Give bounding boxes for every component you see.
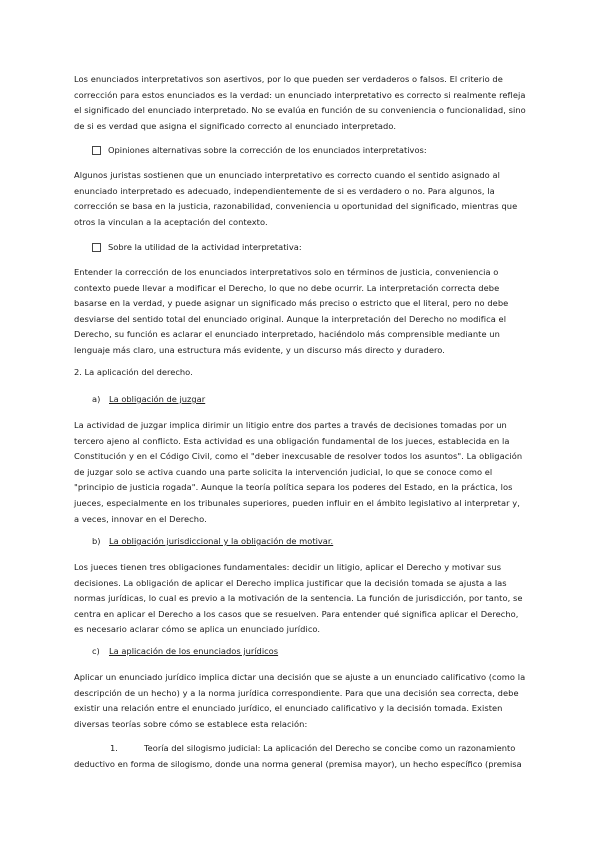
paragraph-interpretative-statements: Los enunciados interpretativos son asertivos, por lo que pueden ser verdaderos o falsos. El criterio de corrección para estos enunciados es la verdad: un enunciado interpretativo es correcto si realmente refleja el significado del enunciado interpretado. No se evalúa en función de su conveniencia o funcionalidad, sino de si es verdad que asigna el significado correcto al enunciado interpretado. xyxy=(74,74,526,131)
section-heading-application-of-law: 2. La aplicación del derecho. xyxy=(74,367,193,377)
list-item-text-line-1: Teoría del silogismo judicial: La aplicación del Derecho se concibe como un razonamiento xyxy=(144,743,516,753)
subheading-a xyxy=(92,394,205,404)
subheading-c xyxy=(92,646,278,656)
checkbox-icon[interactable] xyxy=(92,146,101,155)
numbered-item-1 xyxy=(74,741,526,772)
subheading-title: La obligación de juzgar xyxy=(109,394,206,404)
list-item-text-line-2: deductivo en forma de silogismo, donde una norma general (premisa mayor), un hecho específico (premisa xyxy=(74,758,522,769)
subheading-letter: b) xyxy=(92,536,101,546)
paragraph-correctness-understanding: Entender la corrección de los enunciados interpretativos solo en términos de justicia, conveniencia o contexto puede llevar a modificar el Derecho, lo que no debe ocurrir. La interpretación correcta debe basarse en la verdad, y puede asignar un significado más preciso o estricto que el literal, pero no debe desviarse del sentido total del enunciado original. Aunque la interpretación del Derecho no modifica el Derecho, su función es aclarar el enunciado interpretado, haciéndolo más comprensible mediante un lenguaje más claro, una estructura más evidente, y un discurso más directo y duradero. xyxy=(74,267,509,355)
paragraph-judicial-obligations: Los jueces tienen tres obligaciones fundamentales: decidir un litigio, aplicar el Derecho y motivar sus decisiones. La obligación de aplicar el Derecho implica justificar que la decisión tomada se ajusta a las normas jurídicas, lo cual es previo a la motivación de la sentencia. La función de jurisdicción, por tanto, se centra en aplicar el Derecho a los casos que se resuelven. Para entender qué significa aplicar el Derecho, es necesario aclarar cómo se aplica un enunciado jurídico. xyxy=(74,562,523,635)
subheading-letter: c) xyxy=(92,646,100,656)
checklist-item-label: Opiniones alternativas sobre la corrección de los enunciados interpretativos: xyxy=(108,145,427,155)
paragraph-jurists-opinions: Algunos juristas sostienen que un enunciado interpretativo es correcto cuando el sentido asignado al enunciado interpretado es adecuado, independientemente de si es verdadero o no. Para algunos, la corrección se basa en la justicia, razonabilidad, conveniencia u oportunidad del significado, mientras que otros la vinculan a la aceptación del contexto. xyxy=(74,170,518,227)
checklist-item-label: Sobre la utilidad de la actividad interpretativa: xyxy=(108,242,302,252)
subheading-letter: a) xyxy=(92,394,101,404)
subheading-title: La aplicación de los enunciados jurídicos xyxy=(109,646,279,656)
paragraph-obligation-to-judge: La actividad de juzgar implica dirimir un litigio entre dos partes a través de decisiones tomadas por un tercero ajeno al conflicto. Esta actividad es una obligación fundamental de los jueces, establecida en la Constitución y en el Código Civil, como el "deber inexcusable de resolver todos los asuntos". La obligación de juzgar solo se activa cuando una parte solicita la intervención judicial, lo que se conoce como el "principio de justicia rogada". Aunque la teoría política separa los poderes del Estado, en la práctica, los jueces, especialmente en los tribunales superiores, pueden influir en el ámbito legislativo al interpretar y, a veces, innovar en el Derecho. xyxy=(74,420,523,524)
subheading-title: La obligación jurisdiccional y la obligación de motivar. xyxy=(109,536,334,546)
subheading-b xyxy=(92,536,333,546)
checklist-item-interpretive-utility[interactable] xyxy=(92,240,302,254)
list-number: 1. xyxy=(110,743,118,753)
checkbox-icon[interactable] xyxy=(92,243,101,252)
paragraph-application-of-legal-statements: Aplicar un enunciado jurídico implica dictar una decisión que se ajuste a un enunciado calificativo (como la descripción de un hecho) y a la norma jurídica correspondiente. Para que una decisión sea correcta, debe existir una relación entre el enunciado jurídico, el enunciado calificativo y la decisión tomada. Existen diversas teorías sobre cómo se establece esta relación: xyxy=(74,672,526,729)
checklist-item-alternative-opinions[interactable] xyxy=(92,143,427,157)
